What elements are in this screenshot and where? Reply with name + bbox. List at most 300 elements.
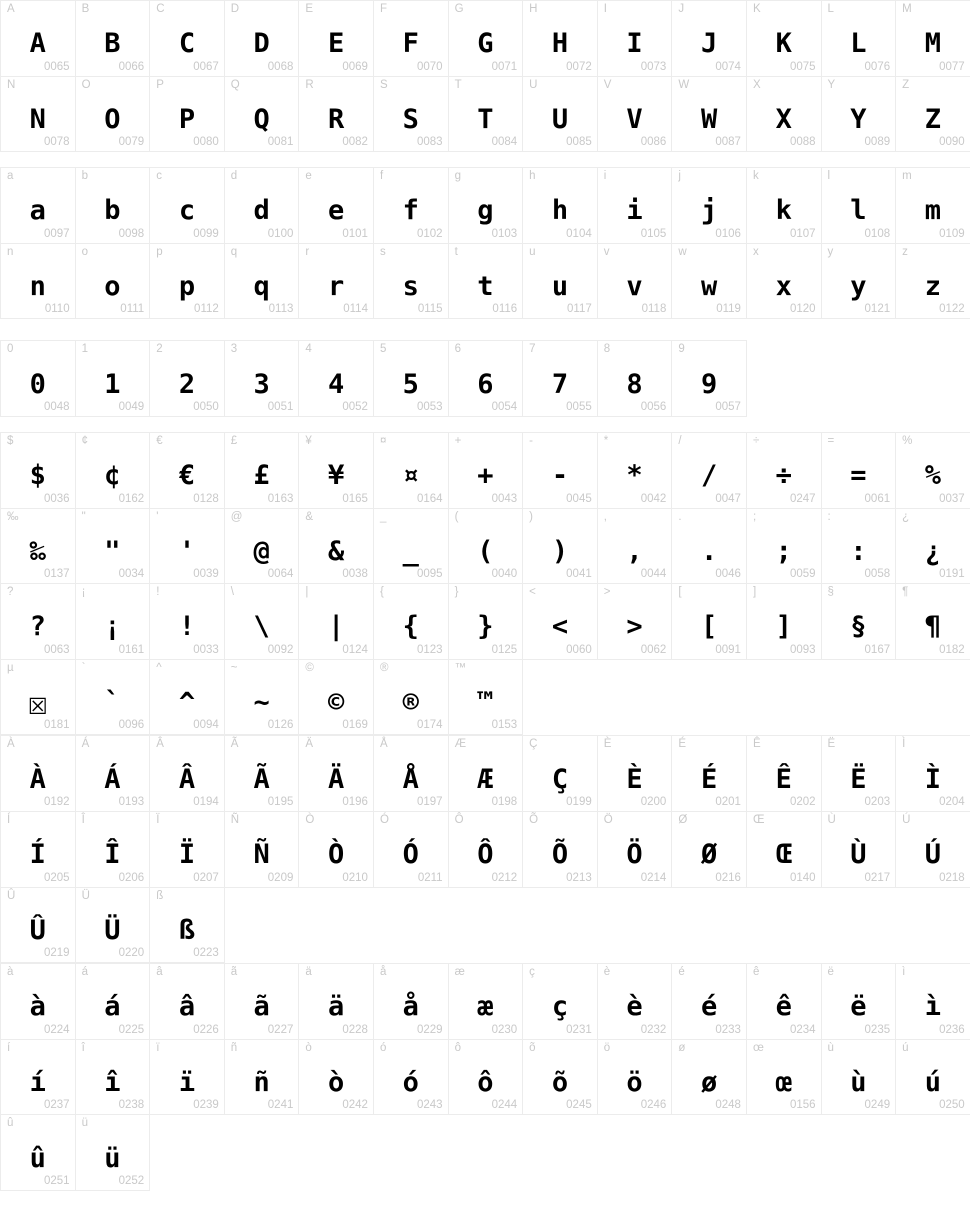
character-label: á (81, 966, 89, 979)
character-label: Œ (752, 813, 765, 826)
unicode-code: 0217 (864, 871, 891, 884)
character-label: O (81, 78, 91, 91)
glyph-cell (747, 77, 821, 152)
glyph-row (0, 963, 970, 1040)
glyph-preview: Ï (178, 839, 196, 871)
glyph-cell (672, 77, 746, 152)
glyph-cell (896, 964, 970, 1039)
unicode-code: 0199 (566, 795, 592, 808)
glyph-row (0, 887, 225, 964)
glyph-cell (299, 1, 373, 76)
character-label: o (81, 245, 89, 258)
glyph-cell (747, 433, 821, 508)
character-label: ? (7, 586, 14, 599)
unicode-code: 0218 (939, 871, 965, 884)
character-label: Í (7, 813, 11, 826)
unicode-code: 0212 (491, 871, 518, 884)
character-label: E (305, 3, 314, 15)
glyph-cell (523, 244, 597, 319)
glyph-preview: 1 (104, 368, 121, 400)
character-label: N (7, 78, 16, 91)
unicode-code: 0065 (44, 60, 70, 73)
glyph-cell (449, 244, 523, 319)
glyph-preview: E (328, 28, 345, 60)
glyph-preview: ô (477, 1067, 494, 1099)
character-label: ë (827, 966, 835, 979)
character-label: h (529, 170, 536, 183)
glyph-cell (299, 736, 373, 811)
glyph-preview: è (626, 991, 643, 1023)
glyph-cell (747, 736, 821, 811)
character-label: Ñ (230, 813, 240, 826)
unicode-code: 0201 (715, 795, 741, 808)
unicode-code: 0097 (44, 227, 70, 240)
unicode-code: 0081 (267, 136, 294, 149)
character-label: 5 (379, 343, 387, 356)
glyph-preview: o (104, 271, 121, 303)
character-label: å (379, 966, 387, 979)
glyph-preview: ê (775, 991, 792, 1023)
glyph-preview: } (477, 611, 494, 643)
unicode-code: 0113 (268, 303, 294, 316)
unicode-code: 0169 (342, 719, 368, 732)
character-label: Ï (156, 813, 160, 826)
character-label: K (752, 3, 761, 15)
unicode-code: 0075 (789, 60, 816, 73)
unicode-code: 0203 (864, 795, 891, 808)
character-label: Õ (529, 813, 539, 826)
unicode-code: 0079 (118, 136, 145, 149)
character-label: ê (752, 966, 760, 979)
glyph-cell (374, 509, 448, 584)
character-label: ] (752, 586, 757, 599)
glyph-cell (299, 433, 373, 508)
unicode-code: 0193 (118, 795, 145, 808)
glyph-cell (896, 736, 970, 811)
unicode-code: 0061 (864, 492, 891, 505)
unicode-code: 0192 (44, 795, 70, 808)
glyph-preview: = (850, 460, 867, 492)
character-label: â (156, 966, 163, 979)
character-label: \ (230, 586, 235, 599)
glyph-preview: ¡ (104, 611, 121, 643)
unicode-code: 0071 (491, 60, 518, 73)
unicode-code: 0202 (789, 795, 816, 808)
character-label: 1 (81, 343, 89, 356)
unicode-code: 0238 (118, 1099, 145, 1112)
character-label: 3 (230, 343, 238, 356)
glyph-preview: m (924, 195, 942, 227)
glyph-preview: a (29, 195, 46, 227)
glyph-cell (374, 77, 448, 152)
character-label: T (454, 78, 462, 91)
glyph-preview: Á (104, 763, 121, 795)
glyph-cell (225, 168, 299, 243)
glyph-preview: Ø (701, 839, 718, 871)
glyph-preview: " (104, 535, 121, 567)
character-label: < (529, 586, 537, 599)
glyph-preview: i (626, 195, 643, 227)
glyph-cell (1, 1040, 75, 1115)
glyph-preview: Î (104, 839, 121, 871)
unicode-code: 0107 (789, 227, 816, 240)
character-label: , (603, 510, 608, 523)
unicode-code: 0224 (44, 1023, 70, 1036)
character-label: © (305, 661, 315, 674)
glyph-preview: & (328, 535, 345, 567)
glyph-cell (150, 888, 224, 963)
glyph-preview: 6 (477, 368, 494, 400)
glyph-preview: I (626, 28, 643, 60)
unicode-code: 0068 (267, 60, 294, 73)
glyph-preview: Ù (850, 839, 867, 871)
unicode-code: 0050 (193, 400, 219, 413)
glyph-preview: ï (178, 1067, 196, 1099)
glyph-preview: C (178, 28, 196, 60)
character-label: _ (379, 510, 387, 523)
unicode-code: 0233 (715, 1023, 741, 1036)
character-label: ! (156, 586, 160, 599)
character-label: * (603, 434, 609, 447)
glyph-cell (672, 964, 746, 1039)
glyph-cell (598, 736, 672, 811)
glyph-preview: V (626, 103, 643, 135)
glyph-cell (449, 584, 523, 659)
unicode-code: 0239 (193, 1099, 219, 1112)
character-label: I (603, 3, 608, 15)
unicode-code: 0230 (491, 1023, 518, 1036)
character-label: j (678, 170, 682, 183)
glyph-preview: r (328, 271, 345, 303)
glyph-preview: T (477, 103, 494, 135)
unicode-code: 0204 (939, 795, 965, 808)
glyph-cell (225, 736, 299, 811)
unicode-code: 0111 (120, 303, 145, 316)
character-label: d (230, 170, 238, 183)
glyph-row (0, 583, 970, 660)
glyph-cell (747, 168, 821, 243)
glyph-cell (449, 168, 523, 243)
unicode-code: 0084 (491, 136, 518, 149)
glyph-preview: _ (402, 535, 419, 567)
glyph-cell (896, 812, 970, 887)
character-label: É (678, 738, 687, 751)
glyph-preview: l (850, 195, 867, 227)
character-label: § (827, 586, 835, 599)
character-label: 6 (454, 343, 462, 356)
unicode-code: 0056 (640, 400, 667, 413)
glyph-cell (598, 964, 672, 1039)
character-label: m (902, 170, 912, 183)
unicode-code: 0091 (715, 643, 741, 656)
glyph-cell (523, 1040, 597, 1115)
section-uppercase-accents (0, 735, 970, 963)
character-label: ¤ (379, 434, 387, 447)
glyph-row (0, 167, 970, 244)
glyph-cell (1, 341, 75, 416)
glyph-preview: È (626, 763, 643, 795)
unicode-code: 0243 (416, 1099, 443, 1112)
glyph-preview: Z (924, 103, 942, 135)
unicode-code: 0252 (118, 1174, 145, 1187)
glyph-preview: / (701, 460, 718, 492)
glyph-preview: % (924, 460, 942, 492)
unicode-code: 0167 (864, 643, 891, 656)
glyph-preview: { (402, 611, 419, 643)
glyph-cell (523, 509, 597, 584)
unicode-code: 0231 (566, 1023, 592, 1036)
character-label: $ (7, 434, 14, 447)
glyph-preview: € (178, 460, 196, 492)
character-label: V (603, 78, 612, 91)
unicode-code: 0115 (417, 303, 443, 316)
glyph-preview: x (775, 271, 792, 303)
character-label: Æ (454, 738, 467, 751)
glyph-row (0, 243, 970, 320)
unicode-code: 0242 (342, 1099, 368, 1112)
glyph-cell (896, 1, 970, 76)
unicode-code: 0099 (193, 227, 219, 240)
glyph-cell (1, 168, 75, 243)
character-label: Ò (305, 813, 315, 826)
glyph-preview: * (626, 460, 643, 492)
glyph-cell (1, 736, 75, 811)
unicode-code: 0055 (566, 400, 592, 413)
character-label: ¡ (81, 586, 86, 599)
unicode-code: 0060 (566, 643, 592, 656)
glyph-preview: © (328, 687, 345, 719)
glyph-row (0, 811, 970, 888)
character-label: í (7, 1041, 11, 1054)
glyph-preview: ÷ (775, 460, 792, 492)
character-label: > (603, 586, 611, 599)
character-label: X (752, 78, 761, 91)
character-label: ú (902, 1041, 909, 1054)
glyph-preview: Ê (775, 763, 792, 795)
glyph-preview: @ (253, 535, 270, 567)
glyph-preview: b (104, 195, 121, 227)
character-label: v (603, 245, 610, 258)
character-label: Á (81, 738, 90, 751)
glyph-cell (822, 736, 896, 811)
character-label: œ (752, 1041, 764, 1054)
unicode-code: 0033 (193, 643, 219, 656)
glyph-preview: æ (477, 991, 494, 1023)
character-label: À (7, 738, 15, 751)
glyph-preview: L (850, 28, 867, 60)
character-label: l (827, 170, 831, 183)
character-label: ^ (156, 661, 162, 674)
glyph-preview: œ (775, 1067, 792, 1099)
glyph-cell (225, 341, 299, 416)
glyph-preview: ; (775, 535, 792, 567)
glyph-cell (225, 244, 299, 319)
character-label: ñ (230, 1041, 238, 1054)
glyph-cell (225, 660, 299, 735)
glyph-preview: ¢ (104, 460, 121, 492)
glyph-cell (672, 341, 746, 416)
character-label: : (827, 510, 831, 523)
character-label: % (902, 434, 913, 447)
glyph-cell (747, 584, 821, 659)
character-label: 0 (7, 343, 14, 356)
character-label: b (81, 170, 89, 183)
unicode-code: 0163 (267, 492, 294, 505)
character-label: ß (156, 889, 164, 902)
glyph-cell (225, 509, 299, 584)
glyph-preview: ã (253, 991, 270, 1023)
character-label: ¢ (81, 434, 89, 447)
glyph-preview: á (104, 991, 121, 1023)
glyph-cell (1, 584, 75, 659)
glyph-cell (598, 77, 672, 152)
glyph-cell (76, 1115, 150, 1190)
glyph-cell (896, 509, 970, 584)
glyph-cell (76, 433, 150, 508)
unicode-code: 0106 (715, 227, 741, 240)
glyph-preview: k (775, 195, 792, 227)
glyph-preview: s (402, 271, 419, 303)
character-label: C (156, 3, 165, 15)
character-label: Ë (827, 738, 836, 751)
glyph-preview: Ã (253, 763, 270, 795)
glyph-preview: R (328, 103, 345, 135)
unicode-code: 0211 (417, 871, 443, 884)
glyph-cell (822, 812, 896, 887)
character-label: | (305, 586, 309, 599)
character-label: ø (678, 1041, 686, 1054)
character-label: @ (230, 510, 243, 523)
character-label: Å (379, 738, 388, 751)
unicode-code: 0051 (267, 400, 294, 413)
glyph-preview: Œ (775, 839, 792, 871)
glyph-preview: ¤ (402, 460, 419, 492)
glyph-cell (76, 812, 150, 887)
glyph-cell (598, 812, 672, 887)
glyph-preview: D (253, 28, 270, 60)
character-label: Y (827, 78, 836, 91)
character-label: ö (603, 1041, 611, 1054)
unicode-code: 0232 (640, 1023, 667, 1036)
unicode-code: 0225 (118, 1023, 145, 1036)
character-label: f (379, 170, 384, 183)
character-label: n (7, 245, 14, 258)
unicode-code: 0069 (342, 60, 368, 73)
glyph-preview: 2 (178, 368, 196, 400)
glyph-cell (1, 433, 75, 508)
unicode-code: 0120 (789, 303, 816, 316)
character-label: Î (81, 813, 85, 826)
glyph-cell (76, 244, 150, 319)
glyph-cell (374, 964, 448, 1039)
glyph-preview: A (29, 28, 46, 60)
character-label: e (305, 170, 312, 183)
glyph-preview: Â (178, 763, 196, 795)
unicode-code: 0095 (416, 568, 443, 581)
character-label: M (902, 3, 912, 15)
unicode-code: 0181 (44, 719, 70, 732)
glyph-preview: ™ (477, 687, 494, 719)
unicode-code: 0140 (789, 871, 816, 884)
unicode-code: 0058 (864, 568, 891, 581)
character-label: R (305, 78, 314, 91)
glyph-cell (896, 168, 970, 243)
glyph-row (0, 432, 970, 509)
character-label: Ú (902, 813, 911, 826)
character-label: P (156, 78, 165, 91)
character-label: " (81, 510, 86, 523)
character-label: ; (752, 510, 757, 523)
glyph-cell (374, 812, 448, 887)
character-label: î (81, 1041, 85, 1054)
character-label: ü (81, 1117, 89, 1130)
unicode-code: 0062 (640, 643, 667, 656)
glyph-cell (822, 1, 896, 76)
character-label: ì (902, 966, 906, 979)
glyph-preview: ¿ (924, 535, 942, 567)
glyph-preview: h (551, 195, 569, 227)
unicode-code: 0067 (193, 60, 219, 73)
glyph-cell (822, 168, 896, 243)
glyph-cell (76, 584, 150, 659)
glyph-cell (225, 1040, 299, 1115)
glyph-preview: F (402, 28, 419, 60)
glyph-preview: 5 (402, 368, 419, 400)
character-label: Ä (305, 738, 314, 751)
glyph-preview: q (253, 271, 270, 303)
character-label: Ô (454, 813, 464, 826)
glyph-preview: | (328, 611, 345, 643)
glyph-preview: Ç (551, 763, 569, 795)
glyph-cell (374, 341, 448, 416)
character-label: i (603, 170, 607, 183)
unicode-code: 0227 (267, 1023, 294, 1036)
unicode-code: 0198 (491, 795, 518, 808)
section-digits (0, 340, 747, 417)
unicode-code: 0114 (343, 303, 368, 316)
glyph-cell (598, 509, 672, 584)
glyph-preview: p (178, 271, 196, 303)
glyph-preview: ! (178, 611, 196, 643)
character-label: w (678, 245, 687, 258)
unicode-code: 0087 (715, 136, 741, 149)
character-label: 4 (305, 343, 312, 356)
glyph-cell (896, 433, 970, 508)
glyph-preview: M (924, 28, 942, 60)
section-lowercase (0, 167, 970, 319)
unicode-code: 0248 (715, 1099, 741, 1112)
glyph-cell (76, 736, 150, 811)
glyph-cell (1, 244, 75, 319)
unicode-code: 0078 (44, 136, 70, 149)
character-label: ¥ (305, 434, 312, 447)
glyph-preview: à (29, 991, 46, 1023)
glyph-cell (672, 812, 746, 887)
glyph-preview: Ô (477, 839, 494, 871)
glyph-preview: H (551, 28, 569, 60)
unicode-code: 0216 (715, 871, 741, 884)
character-label: H (529, 3, 538, 15)
glyph-preview: ] (775, 611, 792, 643)
glyph-cell (225, 77, 299, 152)
glyph-cell (76, 1, 150, 76)
glyph-cell (822, 964, 896, 1039)
unicode-code: 0251 (44, 1174, 70, 1187)
glyph-preview: ® (402, 687, 419, 719)
glyph-preview: t (477, 271, 494, 303)
unicode-code: 0206 (118, 871, 145, 884)
glyph-row (0, 76, 970, 153)
